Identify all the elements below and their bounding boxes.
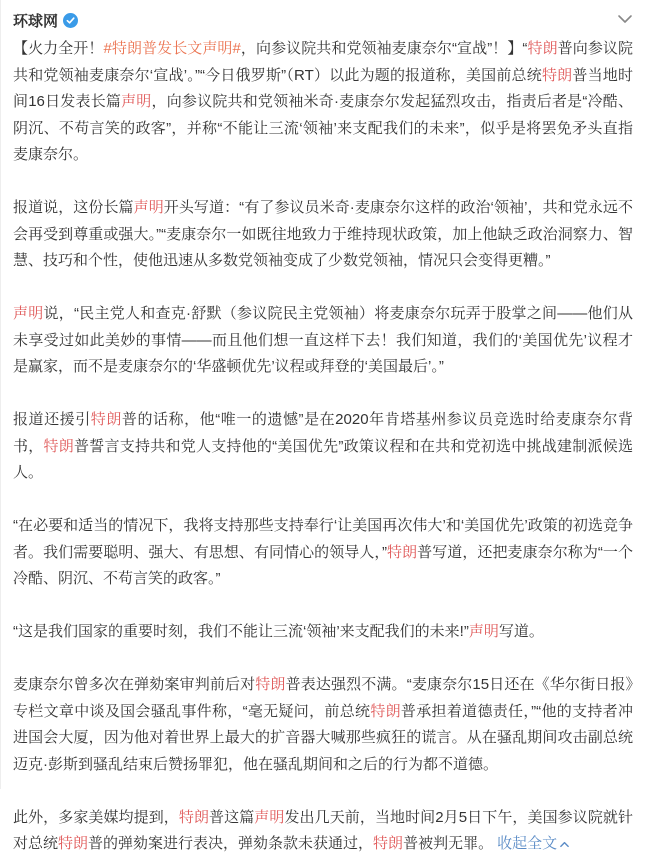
keyword-highlight[interactable]: 特朗 — [178, 808, 210, 826]
verified-badge-icon — [63, 13, 78, 28]
post-paragraph — [13, 195, 633, 275]
text-segment: 普表达强烈不满。“麦康奈尔15日还在《华尔街日报》专栏文章中谈及国会骚乱事件称，“毫无疑问，前总统 — [13, 676, 633, 720]
post-paragraph — [13, 619, 633, 646]
text-segment: “这是我们国家的重要时刻，我们不能让三流‘领袖’来支配我们的未来!” — [13, 623, 469, 640]
keyword-highlight[interactable]: 特朗 — [43, 437, 74, 455]
text-segment: 开头写道：“有了参议员米奇·麦康奈尔这样的政治‘领袖’，共和党永远不会再受到尊重或强大。”“麦康奈尔一如既往地致力于维持现状政策，加上他缺乏政治洞察力、智慧、技巧和个性，使他迅速从多数党领袖变成了少数党领袖，情况只会变得更糟。” — [13, 199, 633, 269]
text-segment: 普写道，还把麦康奈尔称为“一个冷酷、阴沉、不苟言笑的政客。” — [13, 543, 633, 587]
keyword-highlight[interactable]: 声明 — [133, 199, 164, 216]
text-segment: 普誓言支持共和党人支持他的“美国优先”政策议程和在共和党初选中挑战建制派候选人。 — [13, 437, 633, 481]
keyword-highlight[interactable]: 特朗 — [373, 835, 404, 852]
text-segment: “在必要和适当的情况下，我将支持那些支持奉行‘让美国再次伟大’和‘美国优先’政策的初选竞争者。我们需要聪明、强大、有思想、有同情心的领导人，” — [13, 517, 633, 561]
keyword-highlight[interactable]: 特朗 — [370, 702, 401, 720]
text-segment: 普这篇 — [209, 808, 255, 826]
text-segment: 写道。 — [498, 623, 544, 640]
post-body — [13, 36, 633, 858]
keyword-highlight[interactable]: 声明 — [121, 93, 152, 110]
post-paragraph — [13, 805, 633, 858]
text-segment: ，向参议院共和党领袖麦康奈尔“宣战”！】“ — [240, 40, 528, 57]
chevron-down-icon[interactable] — [616, 10, 634, 28]
keyword-highlight[interactable]: 特朗 — [255, 676, 286, 693]
text-segment: 麦康奈尔曾多次在弹劾案审判前后对 — [13, 676, 256, 693]
chevron-up-icon — [557, 835, 570, 852]
text-segment: 普承担着道德责任，”“他的支持者冲进国会大厦，因为他对着世界上最大的扩音器大喊那些疯狂的谎言。从在骚乱期间攻击副总统迈克·彭斯到骚乱结束后赞扬罪犯，他在骚乱期间和之后的行为都不道德。 — [13, 702, 633, 773]
topic-hashtag-link[interactable]: #特朗普发长文声明# — [103, 40, 241, 57]
text-segment: 普当地时间16日发表长篇 — [13, 66, 633, 110]
keyword-highlight[interactable]: 声明 — [468, 623, 499, 640]
post-header — [13, 8, 78, 32]
text-segment: 普的弹劾案进行表决，弹劾条款未获通过， — [88, 835, 374, 852]
keyword-highlight[interactable]: 特朗 — [386, 543, 418, 561]
text-segment: 报道还援引 — [13, 411, 91, 428]
text-segment: 【火力全开！ — [13, 40, 104, 57]
keyword-highlight[interactable]: 声明 — [254, 808, 285, 826]
text-segment: 说，“民主党人和查克·舒默（参议院民主党领袖）将麦康奈尔玩弄于股掌之间——他们从未享受过如此美妙的事情——而且他们想一直这样下去！我们知道，我们的‘美国优先’议程才是赢家，而不是麦康奈尔的‘华盛顿优先’议程或拜登的‘美国最后’。” — [13, 305, 633, 375]
text-segment: 普被判无罪。 — [403, 835, 494, 852]
post-paragraph — [13, 672, 633, 778]
text-segment: 普的话称，他“唯一的遗憾”是在2020年肯塔基州参议员竞选时给麦康奈尔背书， — [13, 411, 633, 455]
keyword-highlight[interactable]: 声明 — [13, 305, 44, 322]
collapse-button[interactable] — [497, 835, 570, 852]
keyword-highlight[interactable]: 特朗 — [58, 835, 89, 852]
post-paragraph — [13, 301, 633, 381]
text-segment: 报道说，这份长篇 — [13, 199, 134, 216]
text-segment: 发出几天前，当地时间2月5日下午，美国参议院就针对总统 — [13, 808, 633, 852]
text-segment: 普向参议院共和党领袖麦康奈尔‘宣战’。”“今日俄罗斯”（RT）以此为题的报道称，美国前总统 — [13, 40, 633, 84]
keyword-highlight[interactable]: 特朗 — [90, 411, 122, 428]
post-paragraph — [13, 513, 633, 593]
post-paragraph — [13, 407, 633, 487]
keyword-highlight[interactable]: 特朗 — [527, 40, 558, 57]
text-segment: ，向参议院共和党领袖米奇·麦康奈尔发起猛烈攻击，指责后者是“冷酷、阴沉、不苟言笑的政客”，并称“不能让三流‘领袖’来支配我们的未来”，似乎是将罢免矛头直指麦康奈尔。 — [13, 93, 633, 163]
post-paragraph — [13, 36, 633, 169]
keyword-highlight[interactable]: 特朗 — [541, 66, 573, 84]
collapse-label: 收起全文 — [497, 835, 558, 852]
author-name[interactable]: 环球网 — [13, 12, 59, 30]
text-segment: 此外，多家美媒均提到， — [13, 808, 179, 826]
